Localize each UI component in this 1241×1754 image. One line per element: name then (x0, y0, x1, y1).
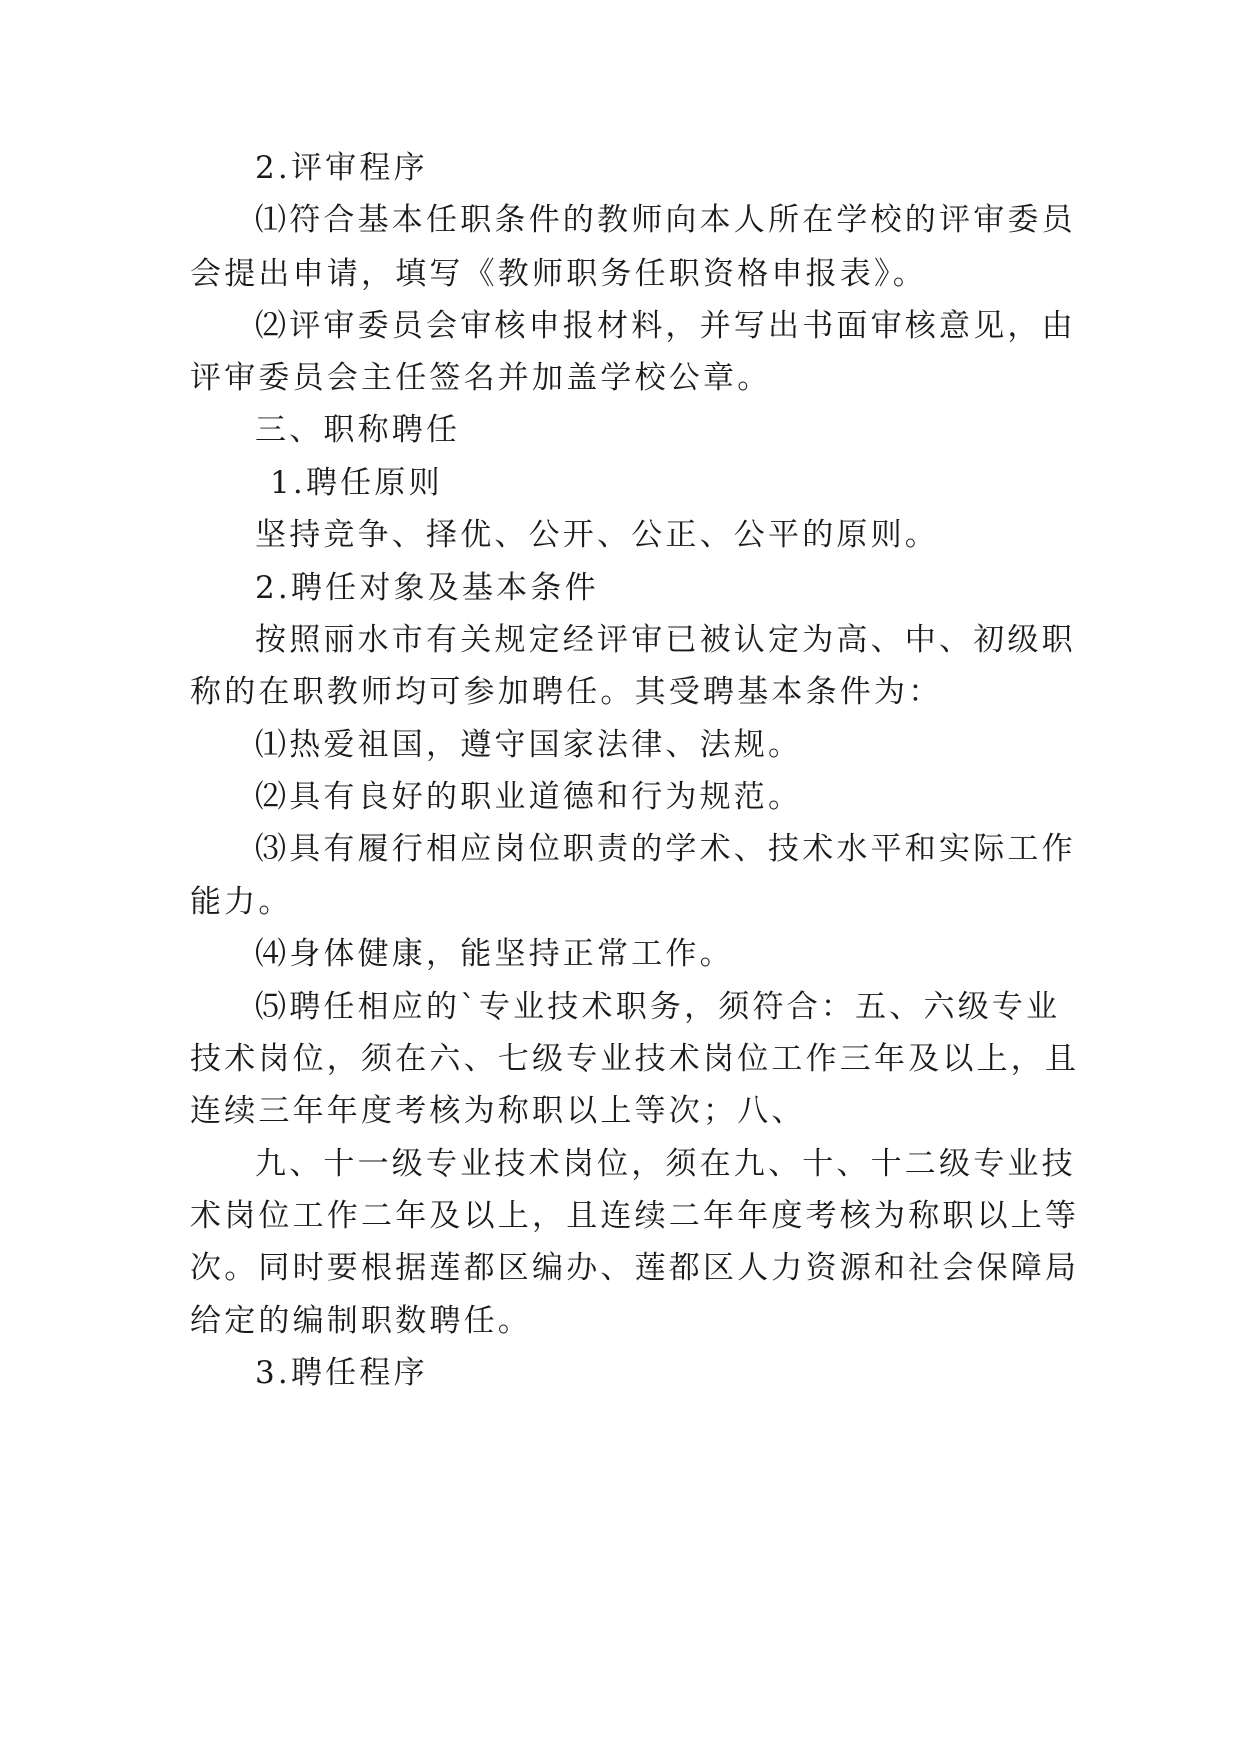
paragraph-line: 称的在职教师均可参加聘任。其受聘基本条件为： (190, 674, 943, 710)
paragraph-line: 坚持竞争、择优、公开、公正、公平的原则。 (255, 517, 939, 553)
paragraph-line: ⑴热爱祖国，遵守国家法律、法规。 (255, 727, 803, 763)
paragraph-line: 能力。 (190, 884, 293, 920)
paragraph-line: ⑵具有良好的职业道德和行为规范。 (255, 779, 803, 815)
paragraph-line: 评审委员会主任签名并加盖学校公章。 (190, 360, 772, 396)
subheading-review-procedure: 2.评审程序 (255, 150, 428, 186)
paragraph-line: 给定的编制职数聘任。 (190, 1303, 532, 1339)
paragraph-line: 技术岗位，须在六、七级专业技术岗位工作三年及以上，且 (190, 1041, 1080, 1077)
paragraph-line: 按照丽水市有关规定经评审已被认定为高、中、初级职 (255, 622, 1076, 658)
paragraph-line: 连续三年年度考核为称职以上等次；八、 (190, 1093, 806, 1129)
paragraph-line: 会提出申请，填写《教师职务任职资格申报表》。 (190, 256, 927, 292)
paragraph-line: ⑸聘任相应的`专业技术职务，须符合：五、六级专业 (255, 989, 1061, 1025)
section-heading-title-appointment: 三、职称聘任 (255, 412, 461, 448)
paragraph-line: ⑶具有履行相应岗位职责的学术、技术水平和实际工作 (255, 831, 1076, 867)
subheading-appointment-targets: 2.聘任对象及基本条件 (255, 570, 599, 606)
subheading-appointment-principle: 1.聘任原则 (270, 465, 443, 501)
paragraph-line: ⑵评审委员会审核申报材料，并写出书面审核意见，由 (255, 308, 1076, 344)
subheading-appointment-procedure: 3.聘任程序 (255, 1355, 428, 1391)
paragraph-line: ⑴符合基本任职条件的教师向本人所在学校的评审委员 (255, 202, 1076, 238)
paragraph-line: 术岗位工作二年及以上，且连续二年年度考核为称职以上等 (190, 1198, 1080, 1234)
paragraph-line: ⑷身体健康，能坚持正常工作。 (255, 936, 734, 972)
paragraph-line: 九、十一级专业技术岗位，须在九、十、十二级专业技 (255, 1146, 1076, 1182)
paragraph-line: 次。同时要根据莲都区编办、莲都区人力资源和社会保障局 (190, 1250, 1080, 1286)
